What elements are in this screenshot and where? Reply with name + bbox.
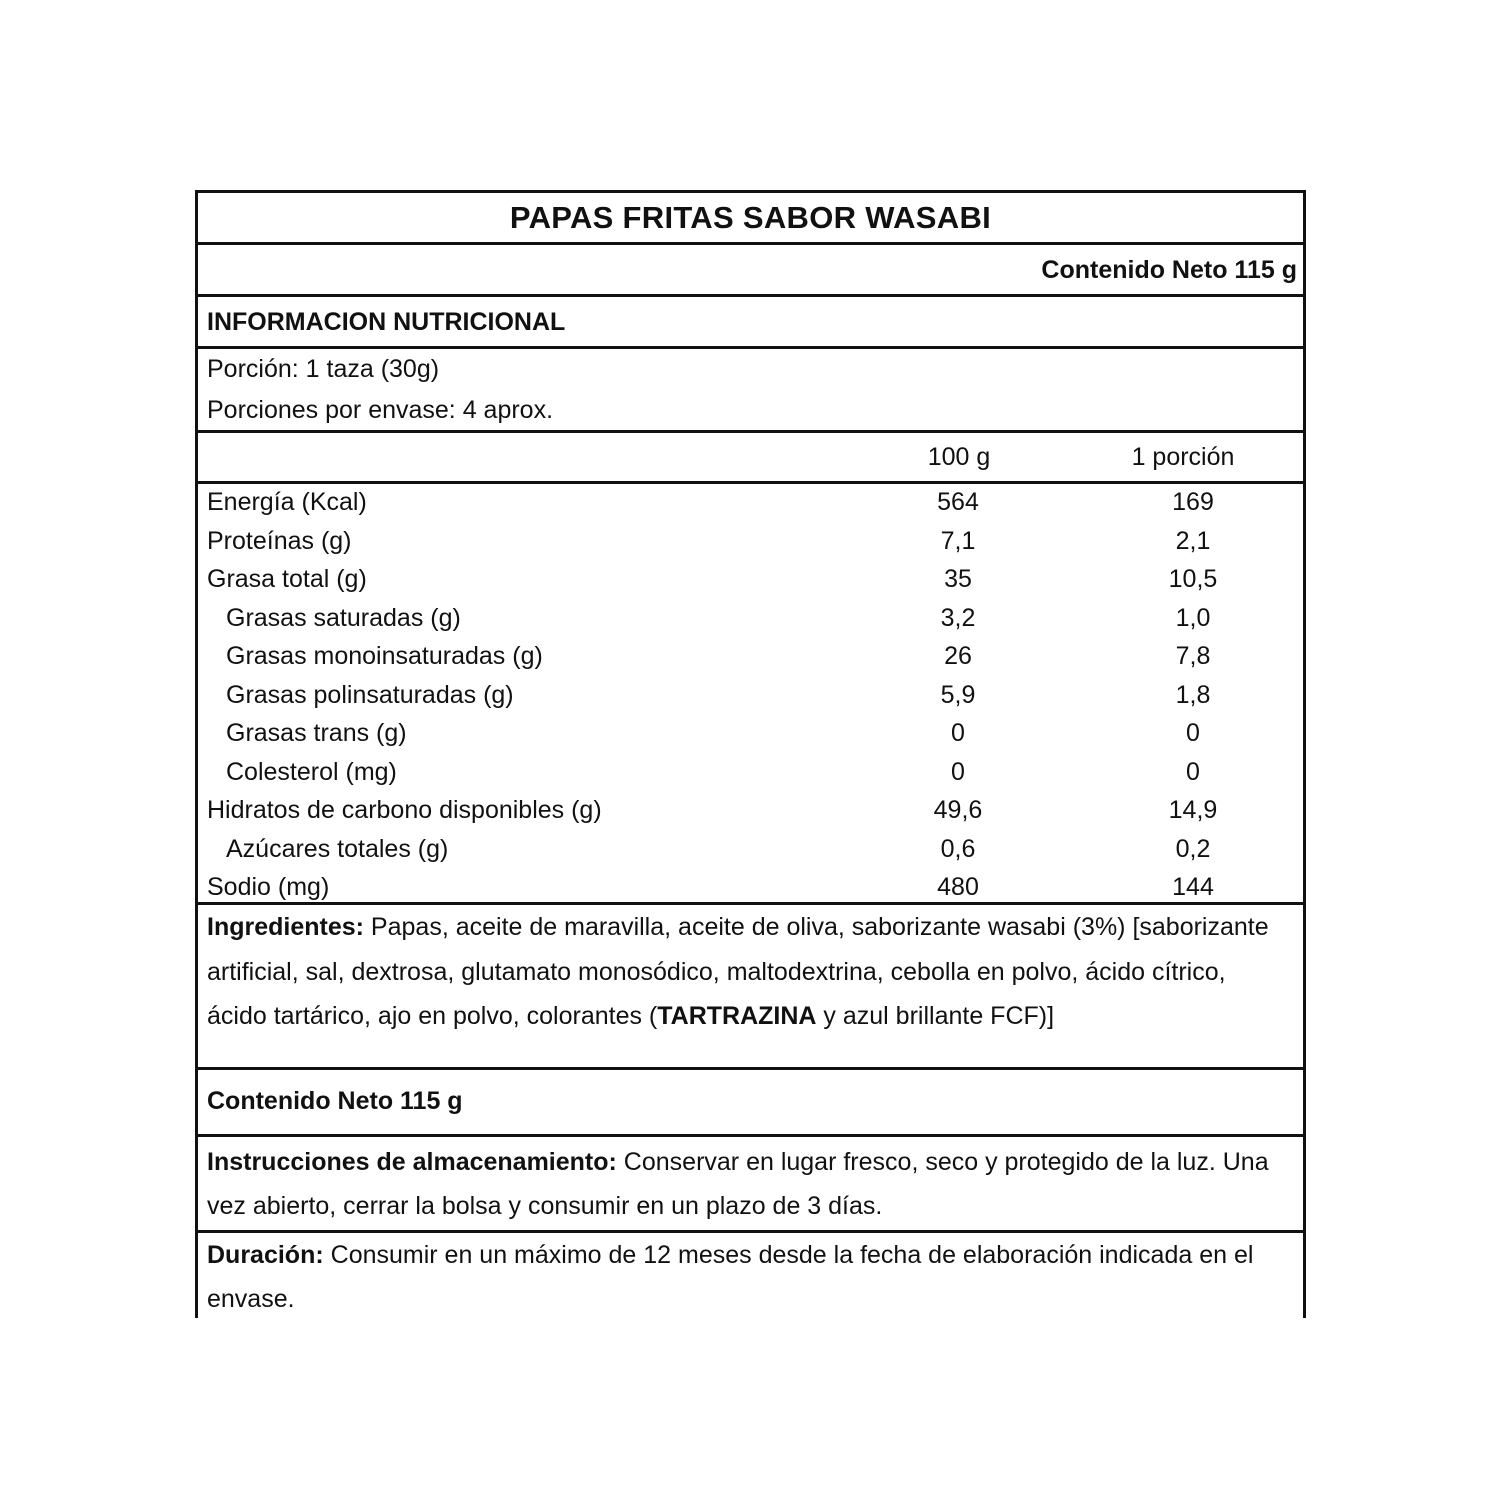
nutrient-name: Grasas monoinsaturadas (g) [226,642,543,670]
nutrient-row [198,560,1303,599]
nutrient-value-100g: 3,2 [940,603,976,632]
nutrient-row [198,714,1303,753]
nutrient-name: Proteínas (g) [207,526,352,555]
nutrient-value-100g: 7,1 [940,526,976,555]
nutrient-value-100g: 26 [944,642,972,670]
nutrient-row [198,522,1303,561]
nutrient-value-100g: 480 [937,873,979,901]
shelf-life [198,1233,1303,1321]
portion-info [198,349,1303,431]
nutrient-row [198,599,1303,638]
nutrient-value-100g: 49,6 [933,796,983,824]
nutrient-row [198,868,1303,907]
nutrition-info-heading: INFORMACION NUTRICIONAL [207,308,566,336]
nutrient-name: Hidratos de carbono disponibles (g) [207,796,602,824]
nutrient-value-portion: 0 [1186,757,1200,786]
storage-instructions [198,1136,1303,1231]
nutrient-name: Grasas saturadas (g) [226,603,461,632]
nutrient-name: Colesterol (mg) [226,757,397,786]
nutrient-value-portion: 0,2 [1175,834,1211,863]
nutrient-name: Azúcares totales (g) [226,834,449,863]
nutrient-table [198,483,1303,903]
column-header-portion: 1 porción [1131,443,1235,471]
nutrient-value-100g: 0 [951,719,965,747]
duration-text: Consumir en un máximo de 12 meses desde la fecha de elaboración indicada en el envase. [207,1241,1254,1313]
ingredients-text-end: y azul brillante FCF)] [816,1002,1055,1030]
nutrient-value-portion: 10,5 [1168,565,1218,593]
nutrient-name: Energía (Kcal) [207,488,367,516]
net-content-top: Contenido Neto 115 g [1041,256,1297,284]
nutrition-label [195,190,1306,1318]
nutrient-name: Grasas polinsaturadas (g) [226,680,514,709]
storage-label: Instrucciones de almacenamiento: [207,1148,617,1176]
nutrient-row [198,483,1303,522]
nutrient-row [198,753,1303,792]
nutrient-name: Grasas trans (g) [226,719,407,747]
nutrient-value-portion: 1,8 [1175,680,1211,709]
duration-label: Duración: [207,1241,324,1269]
ingredients-label: Ingredientes: [207,913,364,941]
nutrient-name: Sodio (mg) [207,873,330,901]
ingredients-text: Papas, aceite de maravilla, aceite de oliva, saborizante wasabi (3%) [saborizante artificial, sal, dextrosa, glutamato monosódico, maltodextrina, cebolla en polvo, ácido cítrico, ácido tartárico, ajo en polvo, colorantes ( [207,913,1269,1030]
portion-size: Porción: 1 taza (30g) [207,355,440,383]
net-content-bottom: Contenido Neto 115 g [207,1087,463,1115]
nutrient-value-portion: 7,8 [1175,642,1211,670]
nutrient-value-portion: 1,0 [1175,603,1211,632]
nutrient-value-100g: 5,9 [940,680,976,709]
ingredients [198,905,1303,1067]
nutrient-value-portion: 144 [1172,873,1214,901]
nutrient-row [198,791,1303,830]
nutrient-value-100g: 0,6 [940,834,976,863]
nutrient-value-portion: 0 [1186,719,1200,747]
portions-per-pack: Porciones por envase: 4 aprox. [207,396,554,424]
nutrient-value-100g: 564 [937,488,979,516]
nutrient-value-portion: 14,9 [1168,796,1218,824]
nutrient-value-100g: 0 [951,757,965,786]
nutrient-row [198,830,1303,869]
column-headers [198,433,1303,481]
nutrient-value-100g: 35 [944,565,972,593]
nutrient-row [198,676,1303,715]
nutrient-row [198,637,1303,676]
nutrient-value-portion: 169 [1172,488,1214,516]
nutrient-name: Grasa total (g) [207,565,367,593]
product-title: PAPAS FRITAS SABOR WASABI [509,200,992,235]
column-header-100g: 100 g [927,443,991,471]
storage-text: Conservar en lugar fresco, seco y protegido de la luz. Una vez abierto, cerrar la bolsa y consumir en un plazo de 3 días. [207,1148,1269,1220]
ingredients-allergen: TARTRAZINA [657,1002,817,1030]
nutrient-value-portion: 2,1 [1175,526,1211,555]
